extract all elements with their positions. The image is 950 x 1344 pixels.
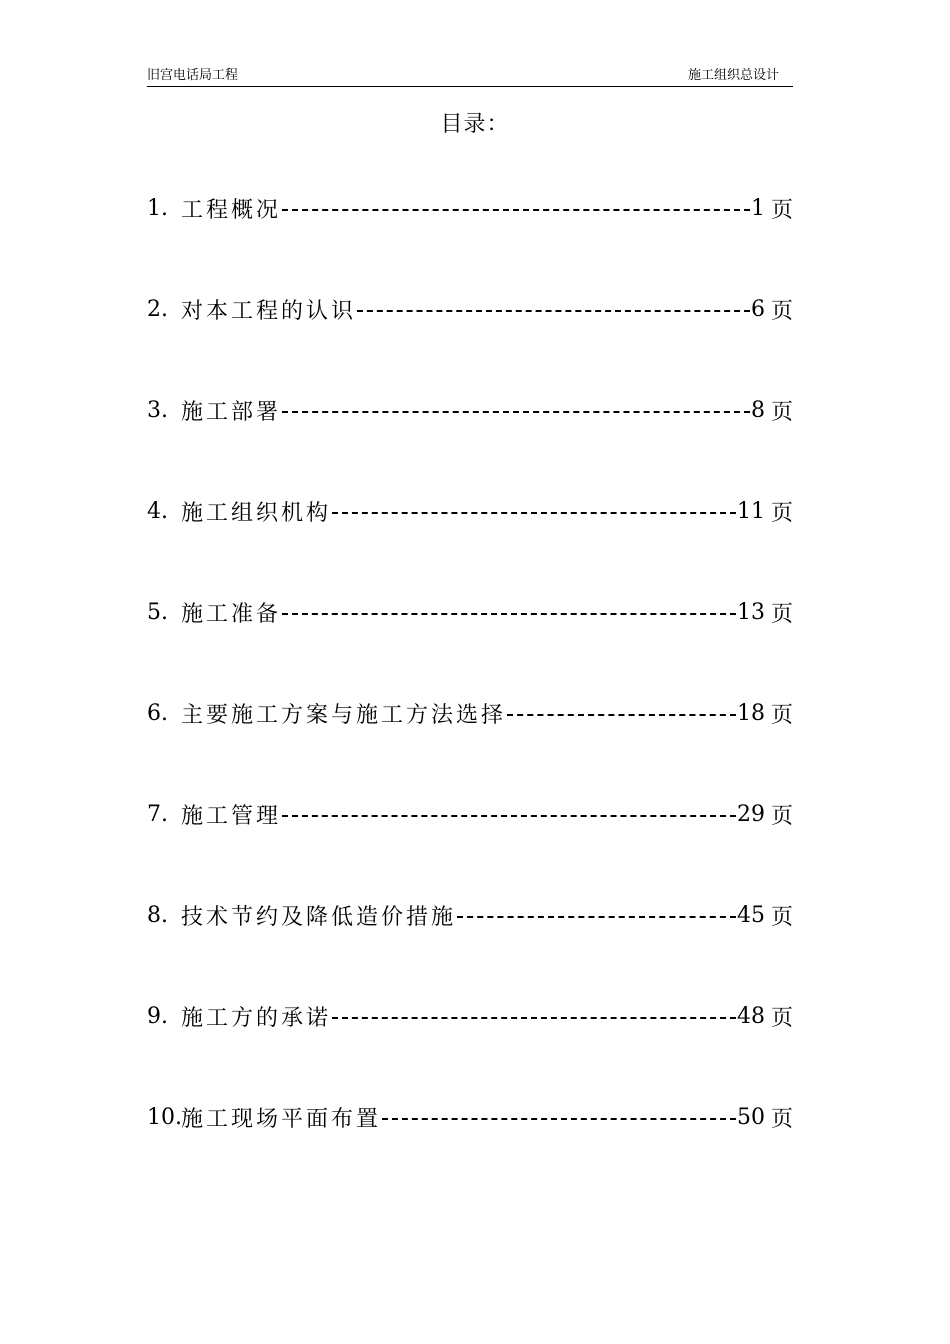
- toc-entry-number: 1.: [147, 195, 168, 221]
- toc-dot-leader: [507, 714, 736, 716]
- toc-entry-number: 6.: [147, 700, 168, 726]
- toc-entry-7[interactable]: [147, 794, 793, 834]
- toc-entry-page: 50: [736, 1104, 765, 1130]
- toc-dot-leader: [457, 916, 736, 918]
- toc-entry-page: 6: [750, 296, 765, 322]
- toc-entry-4[interactable]: [147, 491, 793, 531]
- toc-entry-1[interactable]: [147, 188, 793, 228]
- toc-page-unit: 页: [770, 1106, 793, 1132]
- toc-entry-page: 18: [736, 700, 765, 726]
- toc-entry-label: 对本工程的认识: [181, 298, 357, 324]
- page-header: [147, 66, 793, 87]
- toc-entry-5[interactable]: [147, 592, 793, 632]
- toc-entry-number: 9.: [147, 1003, 168, 1029]
- header-project-name: 旧宫电话局工程: [147, 68, 239, 83]
- toc-dot-leader: [282, 411, 750, 413]
- toc-entry-page: 11: [736, 498, 765, 524]
- toc-entry-number: 7.: [147, 801, 168, 827]
- toc-entry-page: 13: [736, 599, 765, 625]
- toc-entry-number: 4.: [147, 498, 168, 524]
- toc-entry-label: 施工组织机构: [181, 500, 332, 526]
- toc-entry-9[interactable]: [147, 996, 793, 1036]
- toc-entry-number: 5.: [147, 599, 168, 625]
- toc-entry-6[interactable]: [147, 693, 793, 733]
- toc-entry-label: 施工现场平面布置: [181, 1106, 382, 1132]
- toc-entry-page: 8: [750, 397, 765, 423]
- toc-page-unit: 页: [770, 399, 793, 425]
- toc-entry-page: 29: [736, 801, 765, 827]
- toc-page-unit: 页: [770, 197, 793, 223]
- toc-page-unit: 页: [770, 702, 793, 728]
- toc-title: 目录：: [440, 112, 510, 137]
- toc-entry-label: 施工部署: [181, 399, 282, 425]
- toc-entry-number: 3.: [147, 397, 168, 423]
- toc-page-unit: 页: [770, 500, 793, 526]
- toc-dot-leader: [282, 209, 750, 211]
- toc-entry-number: 8.: [147, 902, 168, 928]
- toc-entry-8[interactable]: [147, 895, 793, 935]
- toc-entry-label: 技术节约及降低造价措施: [181, 904, 457, 930]
- toc-entry-page: 48: [736, 1003, 765, 1029]
- toc-entry-3[interactable]: [147, 390, 793, 430]
- toc-entry-number: 2.: [147, 296, 168, 322]
- toc-entry-label: 施工方的承诺: [181, 1005, 332, 1031]
- toc-entry-label: 施工管理: [181, 803, 282, 829]
- toc-entry-label: 工程概况: [181, 197, 282, 223]
- toc-page-unit: 页: [770, 803, 793, 829]
- toc-entry-10[interactable]: [147, 1097, 793, 1137]
- toc-dot-leader: [332, 512, 736, 514]
- toc-page-unit: 页: [770, 1005, 793, 1031]
- header-document-type: 施工组织总设计: [687, 68, 779, 83]
- toc-page-unit: 页: [770, 601, 793, 627]
- toc-entry-number: 10.: [147, 1104, 182, 1130]
- toc-dot-leader: [382, 1118, 736, 1120]
- toc-dot-leader: [282, 815, 736, 817]
- toc-entry-label: 主要施工方案与施工方法选择: [181, 702, 507, 728]
- toc-page-unit: 页: [770, 904, 793, 930]
- toc-entry-page: 45: [736, 902, 765, 928]
- toc-dot-leader: [332, 1017, 736, 1019]
- toc-dot-leader: [282, 613, 736, 615]
- toc-dot-leader: [357, 310, 750, 312]
- toc-entry-2[interactable]: [147, 289, 793, 329]
- toc-entry-page: 1: [750, 195, 765, 221]
- toc-entry-label: 施工准备: [181, 601, 282, 627]
- toc-page-unit: 页: [770, 298, 793, 324]
